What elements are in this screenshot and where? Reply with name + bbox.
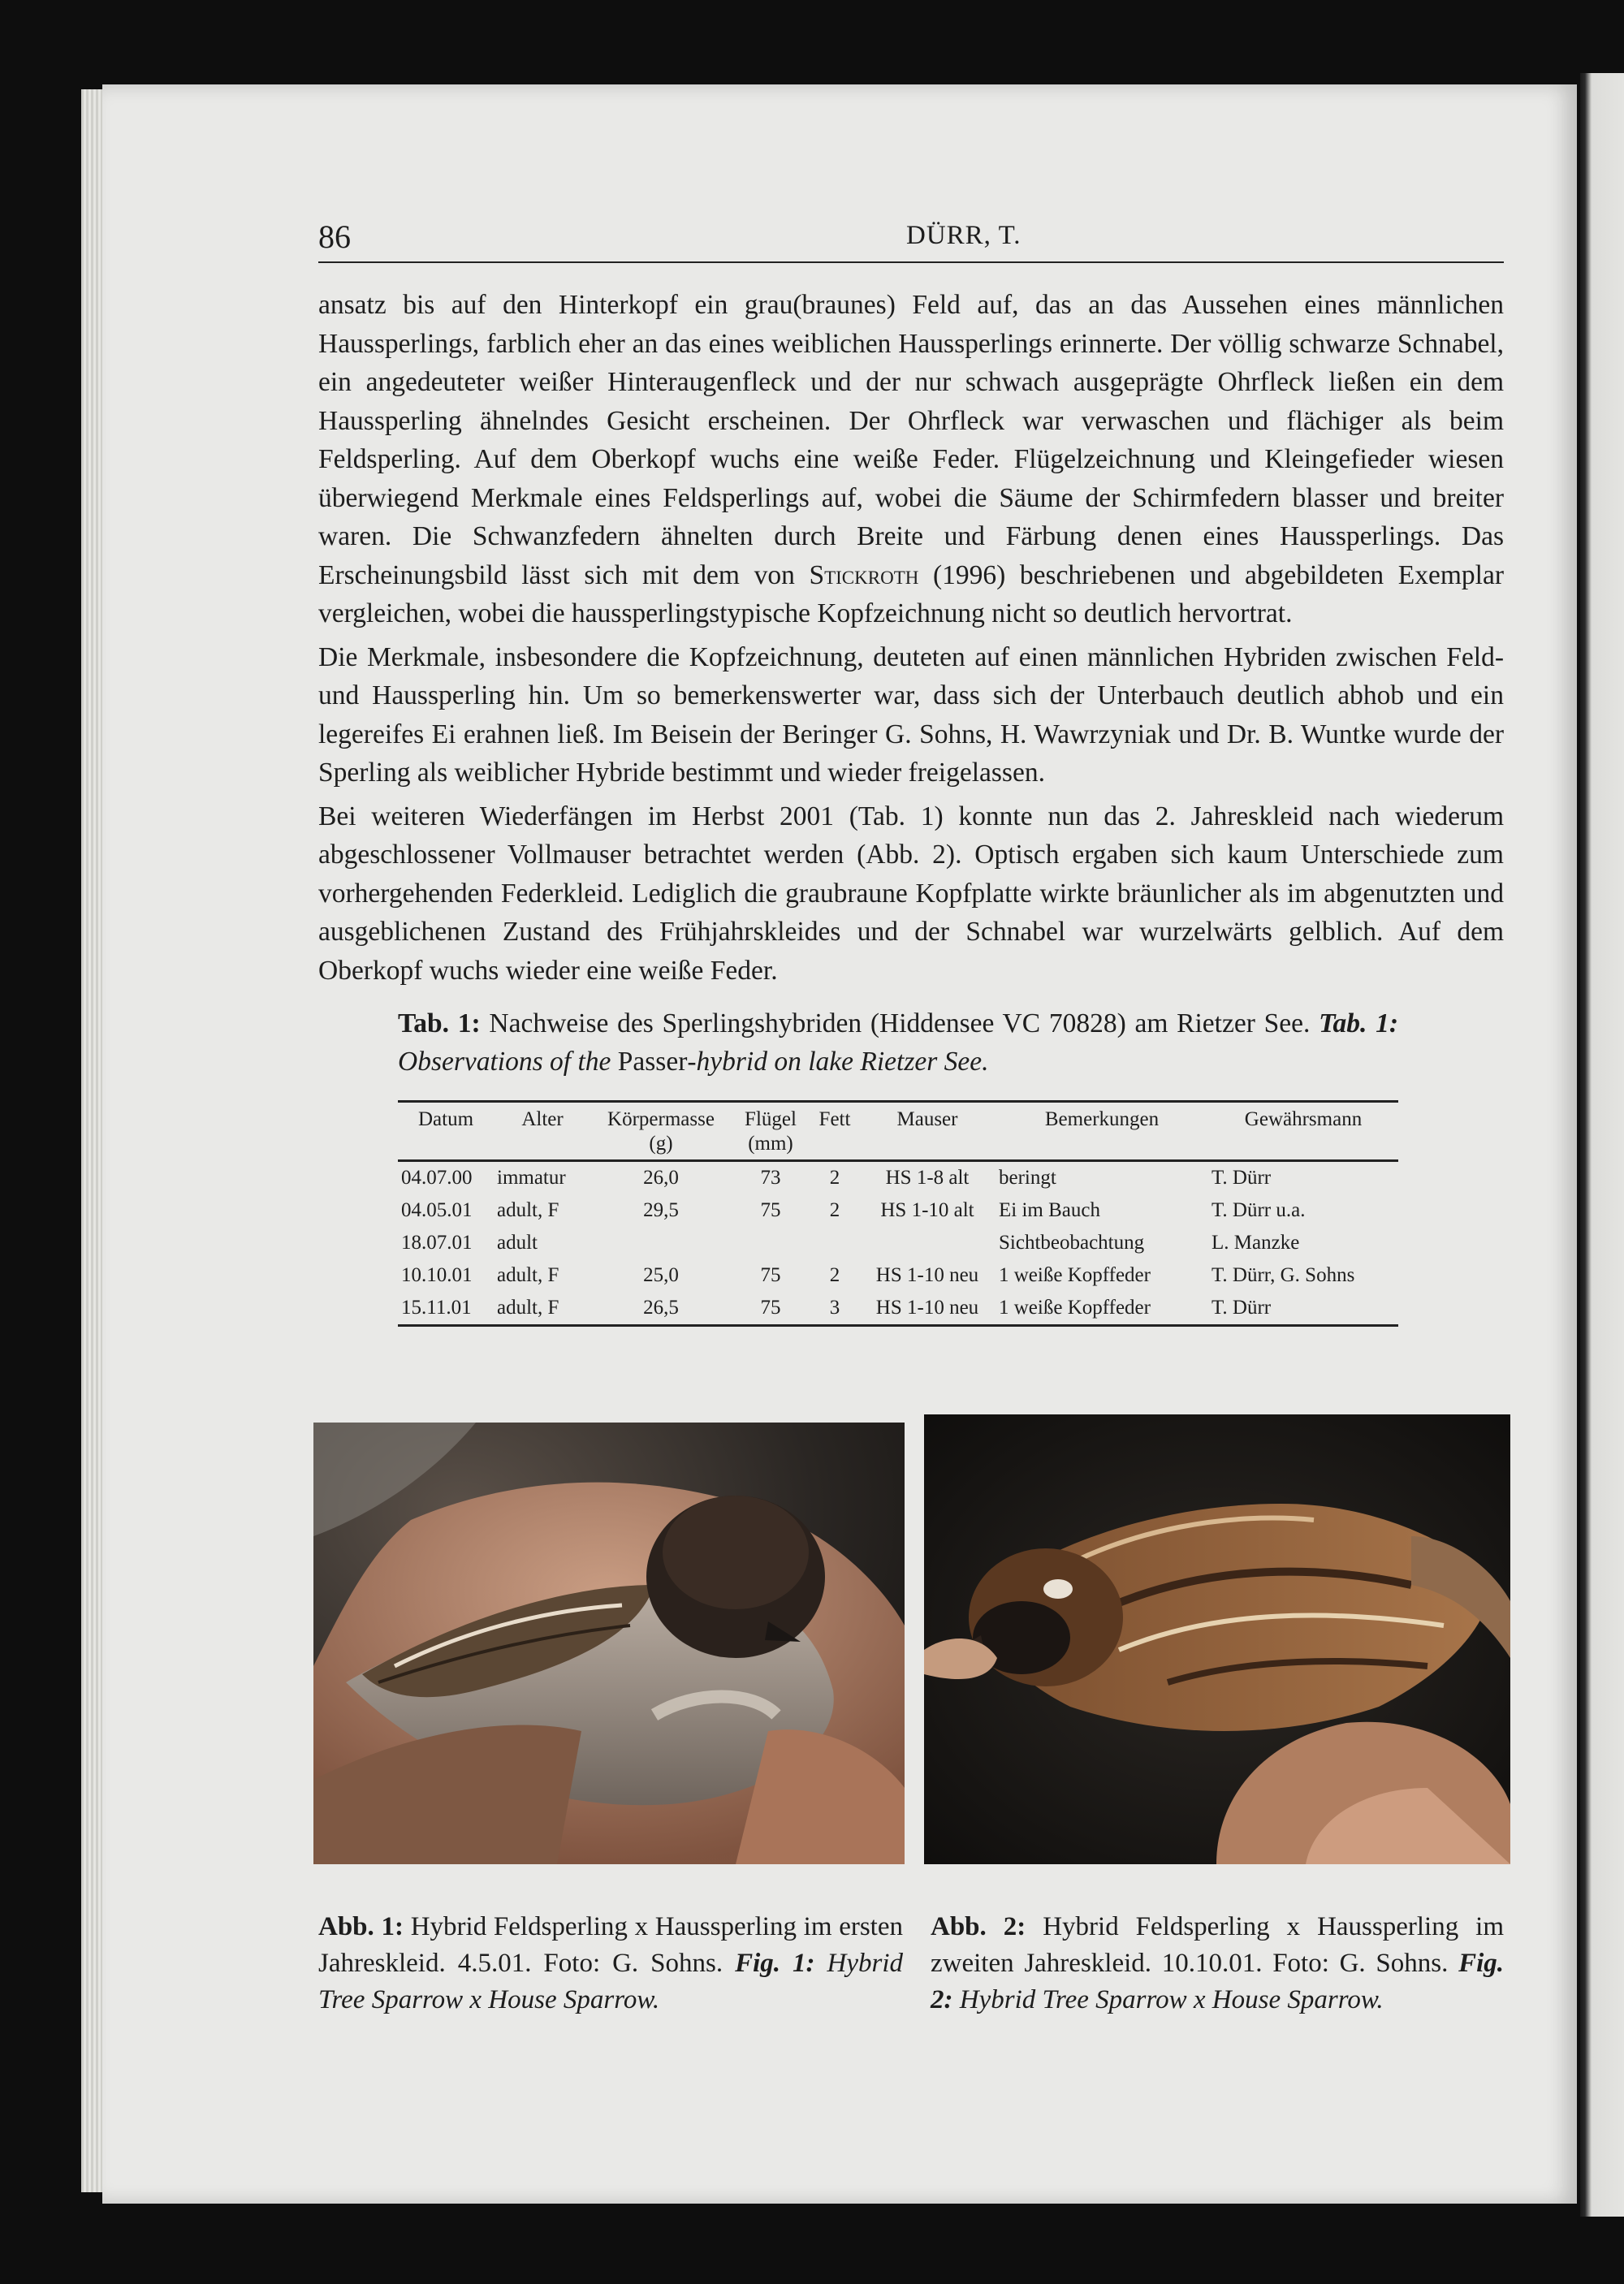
figure-2-en-label: Fig. 2: [931,1949,1504,2014]
figure-2-caption [931,1909,1504,2018]
page-number: 86 [318,218,351,255]
sparrow-photo-1 [313,1423,905,1864]
table-cell: 29,5 [643,1199,679,1221]
table-cell: T. Dürr u.a. [1212,1199,1306,1221]
table-caption-en-2: Passer [617,1047,688,1077]
paragraph-1-part-b: (1996) beschriebenen und abgebildeten Exemplar vergleichen, wobei die haussperlingstypische Kopfzeichnung nicht so deutlich hervortrat. [318,559,1504,628]
figure-2-text: Hybrid Feldsperling x Haussperling im zweiten Jahreskleid. 10.10.01. Foto: G. Sohns. [931,1912,1505,1978]
table-caption-text: Nachweise des Sperlingshybriden (Hiddensee VC 70828) am Rietzer See. [480,1008,1320,1038]
table-cell [859,1227,996,1259]
table-cell [810,1227,859,1259]
table-row [398,1292,1398,1326]
table-cell: 26,5 [643,1297,679,1319]
table-cell: 75 [760,1199,781,1221]
table-header-row [398,1102,1398,1161]
running-author: DÜRR, T. [906,221,1021,250]
facing-page-edge [1580,73,1624,2217]
col-header: Mauser [896,1108,958,1130]
table-cell: adult, F [497,1264,559,1286]
table-cell: adult [497,1232,538,1254]
figure-1-text: Hybrid Feldsperling x Haussperling im ersten Jahreskleid. 4.5.01. Foto: G. Sohns. [318,1912,903,1978]
table-cell: Ei im Bauch [999,1199,1100,1221]
col-header: Körpermasse (g) [607,1108,715,1155]
table-cell: 18.07.01 [401,1232,473,1254]
table-cell: 25,0 [643,1264,679,1286]
paragraph-1 [318,286,1504,633]
figure-1-label: Abb. 1: [318,1912,404,1941]
table-cell: 75 [760,1297,781,1319]
table-cell: adult, F [497,1297,559,1319]
table-cell: 75 [760,1264,781,1286]
col-header: Gewährsmann [1244,1108,1363,1130]
table-cell: 10.10.01 [401,1264,473,1286]
table-cell [731,1227,810,1259]
table-cell: 1 weiße Kopffeder [999,1297,1151,1319]
table-caption-en-3: -hybrid on lake Rietzer See. [687,1047,989,1077]
table-cell: immatur [497,1167,566,1189]
figure-1-caption [318,1909,903,2018]
table-cell: 1 weiße Kopffeder [999,1264,1151,1286]
table-cell: T. Dürr [1212,1167,1272,1189]
table-cell: T. Dürr, G. Sohns [1212,1264,1355,1286]
cited-author: Stickroth [809,559,919,590]
figure-2-label: Abb. 2: [931,1912,1026,1941]
table-cell: HS 1-10 alt [880,1199,974,1221]
table-cell: 2 [829,1199,840,1221]
table-cell: 26,0 [643,1167,679,1189]
body-text [318,286,1504,990]
table-cell: HS 1-10 neu [875,1297,979,1319]
table-cell: T. Dürr [1212,1297,1272,1319]
table-caption-en-1: Observations of the [398,1047,618,1077]
table-row [398,1259,1398,1292]
table-caption [398,1004,1398,1081]
paragraph-2: Die Merkmale, insbesondere die Kopfzeichnung, deuteten auf einen männlichen Hybriden zwischen Feld- und Haussperling hin. Um so bemerkenswerter war, dass sich der Unterbauch deutlich abhob und ein legereifes Ei erahnen ließ. Im Beisein der Beringer G. Sohns, H. Wawrzyniak und Dr. B. Wuntke wurde der Sperling als weiblicher Hybride bestimmt und wieder freigelassen. [318,641,1504,788]
table-row [398,1194,1398,1227]
table-cell: 2 [829,1264,840,1286]
table-cell [591,1227,731,1259]
data-table [398,1100,1398,1327]
figure-2-en-text: Hybrid Tree Sparrow x House Sparrow. [952,1985,1384,2014]
table-cell: 15.11.01 [401,1297,472,1319]
paragraph-3: Bei weiteren Wiederfängen im Herbst 2001 (Tab. 1) konnte nun das 2. Jahreskleid nach wiederum abgeschlossener Vollmauser betrachtet werden (Abb. 2). Optisch ergaben sich kaum Unterschiede zum vorhergehenden Federkleid. Lediglich die graubraune Kopfplatte wirkte bräunlicher als im abgenutzten und ausgeblichenen Zustand des Frühjahrskleides und der Schnabel war wurzelwärts gelblich. Auf dem Oberkopf wuchs wieder eine weiße Feder. [318,801,1504,986]
table-cell: 04.07.00 [401,1167,473,1189]
table-cell: HS 1-8 alt [885,1167,970,1189]
col-header: Alter [521,1108,564,1130]
figure-1-en-text: Hybrid Tree Sparrow x House Sparrow. [318,1949,903,2014]
table-row [398,1161,1398,1195]
col-header: Bemerkungen [1044,1108,1160,1130]
table-cell: 73 [760,1167,781,1189]
table-cell: 04.05.01 [401,1199,473,1221]
table-cell: Sichtbeobachtung [999,1232,1145,1254]
page-content [318,213,1504,1327]
table-row [398,1227,1398,1259]
table-cell: HS 1-10 neu [875,1264,979,1286]
table-cell: 2 [829,1167,840,1189]
sparrow-photo-2 [924,1414,1510,1864]
figure-1-en-label: Fig. 1: [735,1949,815,1978]
table-caption-label: Tab. 1: [398,1008,481,1038]
running-head [318,213,1504,263]
table-cell: beringt [999,1167,1056,1189]
table-cell: adult, F [497,1199,559,1221]
col-header: Fett [818,1108,851,1130]
table-cell: 3 [829,1297,840,1319]
photo-row [313,1423,1510,1864]
table-cell: L. Manzke [1212,1232,1300,1254]
col-header: Flügel (mm) [745,1108,797,1155]
paragraph-1-part-a: ansatz bis auf den Hinterkopf ein grau(braunes) Feld auf, das an das Aussehen eines männlichen Haussperlings, farblich eher an das eines weiblichen Haussperlings erinnerte. Der völlig schwarze Schnabel, ein angedeuteter weißer Hinteraugenfleck und der nur schwach ausgeprägte Ohrfleck ließen ein dem Haussperling ähnelndes Gesicht erscheinen. Der Ohrfleck war verwaschen und flächiger als beim Feldsperling. Auf dem Oberkopf wuchs eine weiße Feder. Flügelzeichnung und Kleingefieder wiesen überwiegend Merkmale eines Feldsperlings auf, wobei die Säume der Schirmfedern blasser und breiter waren. Die Schwanzfedern ähnelten durch Breite und Färbung denen eines Haussperlings. Das Erscheinungsbild lässt sich mit dem von [318,290,1504,590]
table-caption-en-label: Tab. 1: [1319,1008,1399,1038]
col-header: Datum [417,1108,474,1130]
